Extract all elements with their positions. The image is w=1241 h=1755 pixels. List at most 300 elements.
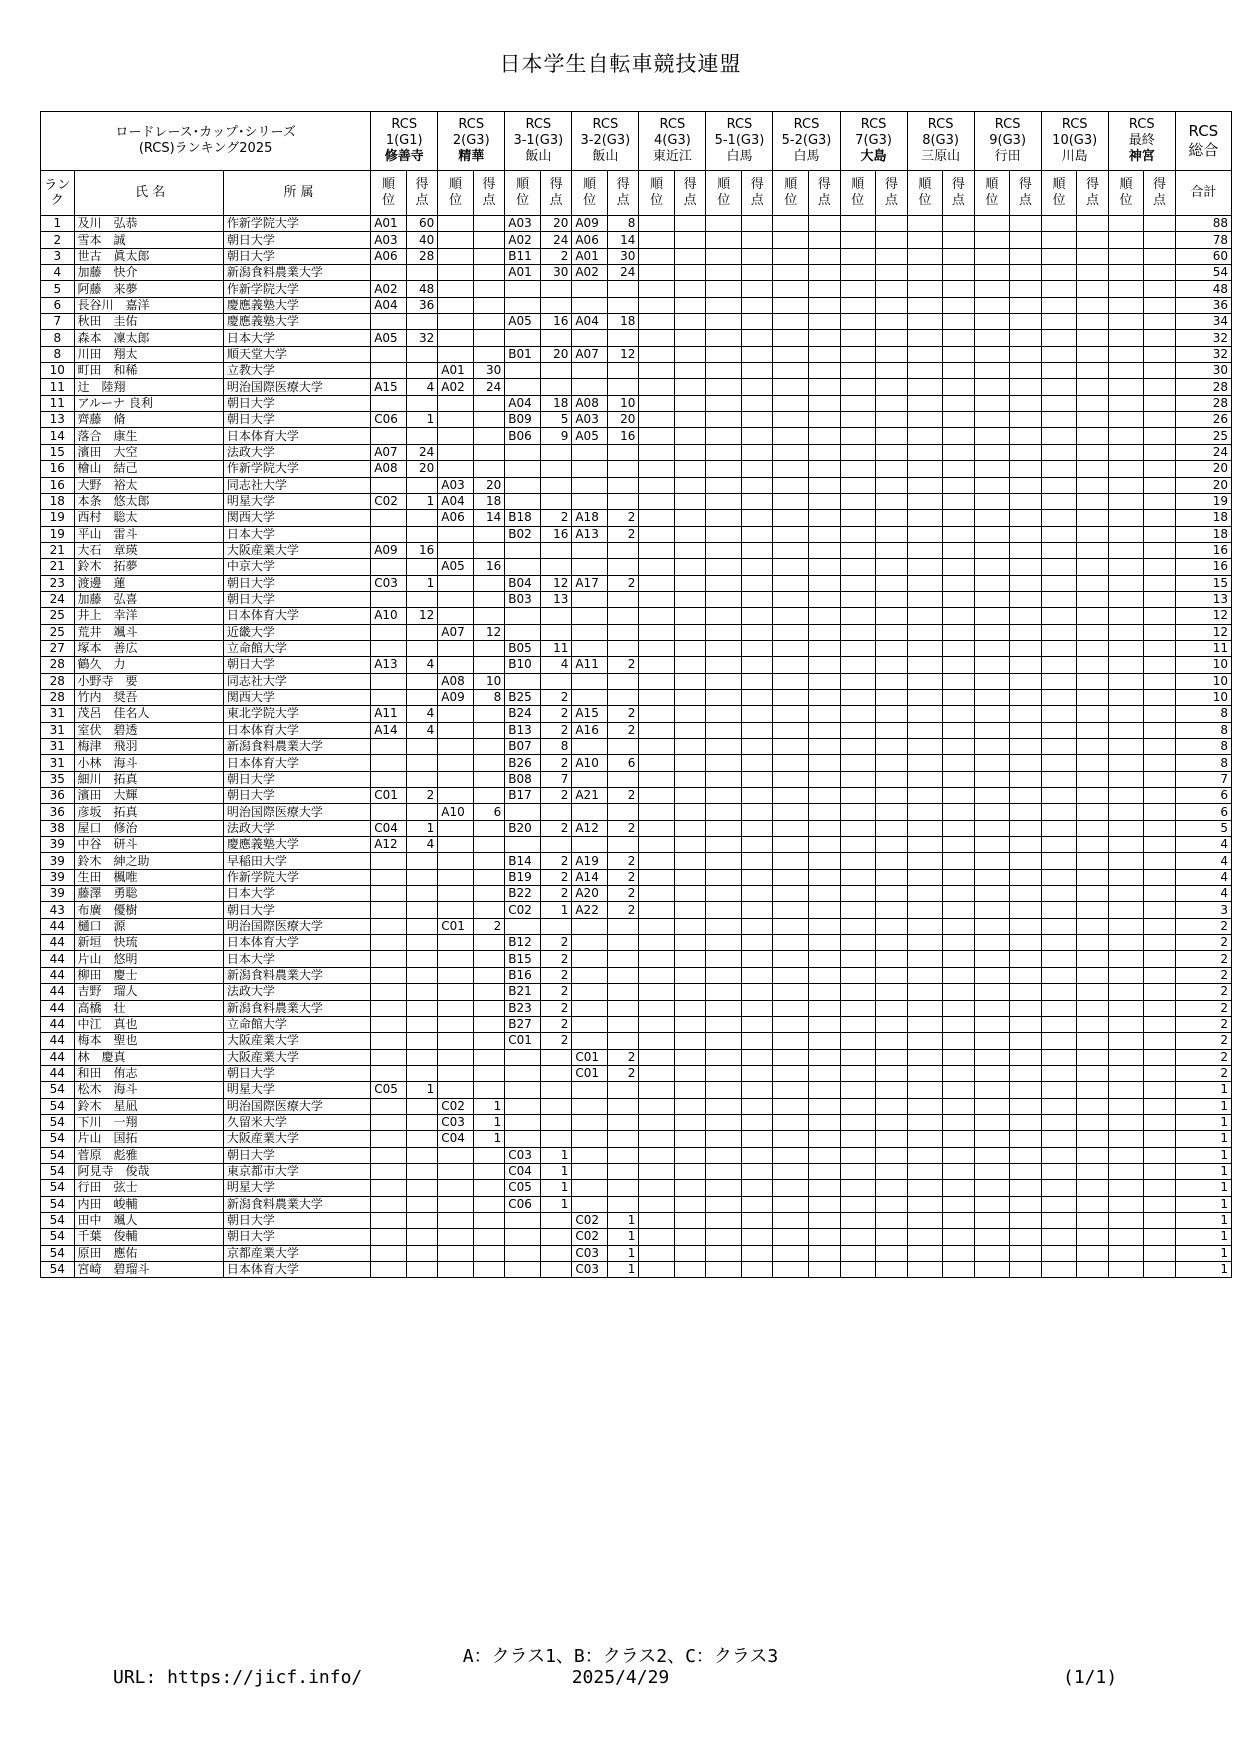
- position-cell: A02: [438, 379, 474, 395]
- points-cell: [943, 1131, 975, 1147]
- position-cell: [572, 1016, 608, 1032]
- position-cell: [840, 232, 876, 248]
- points-cell: [876, 1098, 908, 1114]
- position-cell: [371, 1262, 407, 1278]
- points-cell: [741, 428, 773, 444]
- position-cell: [505, 1262, 541, 1278]
- points-cell: [1077, 314, 1108, 330]
- position-cell: A11: [572, 657, 608, 673]
- position-cell: A04: [371, 297, 407, 313]
- points-header: 得点: [1144, 171, 1176, 216]
- total-cell: 8: [1175, 739, 1231, 755]
- points-cell: [406, 1000, 438, 1016]
- position-cell: [907, 608, 943, 624]
- table-row: [41, 984, 1232, 1000]
- points-cell: [540, 608, 572, 624]
- points-cell: [943, 886, 975, 902]
- points-cell: [876, 722, 908, 738]
- position-cell: [840, 297, 876, 313]
- rank-cell: 44: [41, 935, 75, 951]
- points-cell: [1144, 624, 1176, 640]
- position-cell: B26: [505, 755, 541, 771]
- affil-cell: 朝日大学: [223, 902, 370, 918]
- total-cell: 2: [1175, 1000, 1231, 1016]
- position-cell: [840, 428, 876, 444]
- position-cell: [1108, 1114, 1144, 1130]
- points-cell: [674, 591, 706, 607]
- position-cell: [505, 1082, 541, 1098]
- position-cell: [371, 935, 407, 951]
- points-cell: [674, 1245, 706, 1261]
- rank-cell: 38: [41, 820, 75, 836]
- points-cell: [876, 526, 908, 542]
- points-cell: [1144, 853, 1176, 869]
- points-cell: [540, 1245, 572, 1261]
- points-cell: [876, 869, 908, 885]
- points-cell: [674, 640, 706, 656]
- position-cell: [907, 657, 943, 673]
- position-cell: [840, 1065, 876, 1081]
- position-cell: [639, 624, 675, 640]
- position-cell: [371, 1016, 407, 1032]
- position-cell: [773, 771, 809, 787]
- points-cell: [809, 1033, 841, 1049]
- points-cell: [406, 526, 438, 542]
- rank-cell: 28: [41, 689, 75, 705]
- position-cell: [639, 739, 675, 755]
- position-cell: A07: [438, 624, 474, 640]
- position-cell: [773, 706, 809, 722]
- position-cell: C02: [572, 1229, 608, 1245]
- position-cell: [706, 1131, 742, 1147]
- rank-cell: 44: [41, 1065, 75, 1081]
- position-cell: [907, 755, 943, 771]
- position-cell: [773, 363, 809, 379]
- position-cell: A14: [371, 722, 407, 738]
- points-cell: 2: [607, 722, 639, 738]
- points-cell: [1077, 739, 1108, 755]
- position-cell: [639, 1147, 675, 1163]
- points-cell: [1010, 951, 1042, 967]
- points-cell: [540, 559, 572, 575]
- points-cell: [876, 739, 908, 755]
- position-cell: [974, 1065, 1010, 1081]
- position-cell: [706, 1147, 742, 1163]
- points-cell: [607, 804, 639, 820]
- points-cell: [809, 412, 841, 428]
- points-cell: [1144, 1033, 1176, 1049]
- total-cell: 4: [1175, 886, 1231, 902]
- points-cell: [809, 1262, 841, 1278]
- points-cell: [1010, 330, 1042, 346]
- position-cell: [1041, 1114, 1077, 1130]
- position-cell: [907, 248, 943, 264]
- race-label: RCS: [927, 117, 954, 132]
- position-cell: [1108, 918, 1144, 934]
- position-cell: [706, 1016, 742, 1032]
- points-cell: [473, 1163, 505, 1179]
- rank-cell: 19: [41, 510, 75, 526]
- position-cell: [840, 510, 876, 526]
- position-cell: [773, 1082, 809, 1098]
- position-cell: [1041, 575, 1077, 591]
- position-cell: [840, 248, 876, 264]
- position-cell: [974, 1196, 1010, 1212]
- points-cell: [406, 346, 438, 362]
- position-cell: [505, 1212, 541, 1228]
- points-cell: [674, 804, 706, 820]
- position-cell: [773, 493, 809, 509]
- position-cell: A10: [438, 804, 474, 820]
- total-cell: 2: [1175, 1033, 1231, 1049]
- points-cell: [1144, 640, 1176, 656]
- points-cell: 2: [406, 788, 438, 804]
- position-cell: [773, 804, 809, 820]
- points-cell: [1077, 804, 1108, 820]
- table-row: [41, 1082, 1232, 1098]
- points-cell: 2: [607, 510, 639, 526]
- position-cell: [840, 379, 876, 395]
- points-cell: [674, 608, 706, 624]
- points-cell: [607, 984, 639, 1000]
- affil-cell: 同志社大学: [223, 477, 370, 493]
- position-cell: [371, 1180, 407, 1196]
- position-cell: [639, 591, 675, 607]
- position-cell: [840, 984, 876, 1000]
- position-cell: [572, 1131, 608, 1147]
- position-cell: [706, 248, 742, 264]
- points-cell: [674, 232, 706, 248]
- points-cell: [741, 1114, 773, 1130]
- points-cell: 2: [540, 689, 572, 705]
- position-cell: A21: [572, 788, 608, 804]
- position-cell: [706, 510, 742, 526]
- total-cell: 2: [1175, 951, 1231, 967]
- points-cell: [473, 837, 505, 853]
- position-cell: [840, 493, 876, 509]
- points-cell: [1077, 640, 1108, 656]
- total-cell: 18: [1175, 526, 1231, 542]
- position-cell: [1041, 984, 1077, 1000]
- points-cell: [406, 886, 438, 902]
- points-cell: [674, 1229, 706, 1245]
- total-cell: 28: [1175, 395, 1231, 411]
- position-cell: [438, 869, 474, 885]
- position-cell: [974, 346, 1010, 362]
- position-cell: [907, 640, 943, 656]
- points-cell: [741, 624, 773, 640]
- position-cell: [639, 379, 675, 395]
- position-cell: [840, 706, 876, 722]
- points-cell: [674, 1033, 706, 1049]
- table-row: [41, 771, 1232, 787]
- points-cell: 4: [406, 379, 438, 395]
- points-header: 得点: [876, 171, 908, 216]
- position-cell: A10: [371, 608, 407, 624]
- position-cell: [572, 689, 608, 705]
- position-cell: [639, 314, 675, 330]
- points-cell: [674, 493, 706, 509]
- position-cell: [773, 1098, 809, 1114]
- affil-cell: 法政大学: [223, 820, 370, 836]
- position-cell: [639, 1245, 675, 1261]
- points-cell: [473, 428, 505, 444]
- table-row: [41, 297, 1232, 313]
- points-cell: [473, 1033, 505, 1049]
- points-cell: [876, 1000, 908, 1016]
- points-cell: [741, 984, 773, 1000]
- position-cell: [706, 918, 742, 934]
- position-cell: [639, 1082, 675, 1098]
- points-cell: [473, 1212, 505, 1228]
- position-cell: [1041, 1049, 1077, 1065]
- points-cell: [473, 1196, 505, 1212]
- points-cell: [674, 297, 706, 313]
- name-cell: 松木 海斗: [74, 1082, 223, 1098]
- points-cell: [473, 739, 505, 755]
- name-cell: 及川 弘恭: [74, 216, 223, 232]
- position-cell: [773, 510, 809, 526]
- position-cell: [974, 608, 1010, 624]
- points-cell: [473, 395, 505, 411]
- points-cell: [1144, 869, 1176, 885]
- points-cell: [809, 853, 841, 869]
- points-cell: [1010, 853, 1042, 869]
- points-cell: [674, 673, 706, 689]
- affil-cell: 日本大学: [223, 951, 370, 967]
- rank-header: ランク: [41, 171, 75, 216]
- points-cell: [1144, 1065, 1176, 1081]
- points-cell: [1077, 673, 1108, 689]
- position-cell: [907, 232, 943, 248]
- position-cell: [706, 1082, 742, 1098]
- position-cell: [371, 804, 407, 820]
- position-cell: A07: [572, 346, 608, 362]
- affil-cell: 近畿大学: [223, 624, 370, 640]
- position-cell: [773, 951, 809, 967]
- points-cell: [1010, 1245, 1042, 1261]
- points-cell: [406, 1196, 438, 1212]
- points-cell: [943, 755, 975, 771]
- points-header: 得点: [1010, 171, 1042, 216]
- position-cell: [1108, 820, 1144, 836]
- position-cell: [438, 542, 474, 558]
- points-cell: [809, 1245, 841, 1261]
- points-cell: [741, 265, 773, 281]
- affil-cell: 法政大学: [223, 444, 370, 460]
- position-cell: [840, 608, 876, 624]
- position-cell: [706, 886, 742, 902]
- points-cell: [741, 722, 773, 738]
- affil-cell: 作新学院大学: [223, 216, 370, 232]
- points-cell: [1144, 1196, 1176, 1212]
- points-cell: [809, 1196, 841, 1212]
- points-cell: [607, 967, 639, 983]
- points-cell: [1077, 886, 1108, 902]
- position-cell: [1108, 869, 1144, 885]
- points-cell: [809, 869, 841, 885]
- rank-cell: 15: [41, 444, 75, 460]
- position-cell: [773, 1114, 809, 1130]
- position-cell: B13: [505, 722, 541, 738]
- position-cell: C06: [371, 412, 407, 428]
- position-header: 順位: [371, 171, 407, 216]
- position-cell: [706, 689, 742, 705]
- position-cell: [840, 689, 876, 705]
- points-cell: [741, 1033, 773, 1049]
- position-header: 順位: [974, 171, 1010, 216]
- points-cell: [876, 1114, 908, 1130]
- name-cell: 雪本 誠: [74, 232, 223, 248]
- points-cell: [741, 918, 773, 934]
- position-cell: [773, 395, 809, 411]
- total-cell: 4: [1175, 837, 1231, 853]
- points-cell: [1010, 265, 1042, 281]
- name-cell: 町田 和稀: [74, 363, 223, 379]
- position-cell: [1108, 853, 1144, 869]
- points-cell: [741, 526, 773, 542]
- position-cell: [438, 428, 474, 444]
- position-cell: [639, 1229, 675, 1245]
- name-cell: アルーナ 良利: [74, 395, 223, 411]
- position-cell: [572, 297, 608, 313]
- position-cell: [438, 216, 474, 232]
- position-cell: [773, 526, 809, 542]
- points-cell: [876, 444, 908, 460]
- position-cell: A06: [438, 510, 474, 526]
- position-cell: [840, 1196, 876, 1212]
- position-cell: A16: [572, 722, 608, 738]
- position-cell: [907, 967, 943, 983]
- race-number: 8(G3): [922, 133, 959, 148]
- points-cell: [943, 232, 975, 248]
- position-cell: C03: [505, 1147, 541, 1163]
- position-cell: [639, 297, 675, 313]
- points-cell: [473, 1245, 505, 1261]
- position-cell: [371, 869, 407, 885]
- position-cell: [1108, 379, 1144, 395]
- rank-cell: 35: [41, 771, 75, 787]
- name-cell: 阿藤 来夢: [74, 281, 223, 297]
- points-cell: [943, 265, 975, 281]
- position-cell: [639, 1212, 675, 1228]
- points-cell: 16: [473, 559, 505, 575]
- total-cell: 1: [1175, 1180, 1231, 1196]
- footer-url[interactable]: URL: https://jicf.info/: [113, 1667, 363, 1688]
- points-cell: [674, 984, 706, 1000]
- points-cell: [1144, 706, 1176, 722]
- points-cell: 1: [473, 1098, 505, 1114]
- points-cell: [674, 1163, 706, 1179]
- points-cell: [809, 493, 841, 509]
- position-cell: B07: [505, 739, 541, 755]
- position-cell: [974, 935, 1010, 951]
- position-cell: [773, 314, 809, 330]
- position-cell: [1041, 493, 1077, 509]
- position-cell: [639, 248, 675, 264]
- rank-cell: 39: [41, 853, 75, 869]
- points-cell: 1: [607, 1212, 639, 1228]
- position-cell: [706, 379, 742, 395]
- affil-cell: 日本体育大学: [223, 722, 370, 738]
- position-cell: [505, 493, 541, 509]
- position-cell: [1041, 1212, 1077, 1228]
- position-cell: B10: [505, 657, 541, 673]
- position-cell: [639, 412, 675, 428]
- position-cell: [840, 869, 876, 885]
- points-cell: [809, 591, 841, 607]
- rank-cell: 43: [41, 902, 75, 918]
- position-cell: A10: [572, 755, 608, 771]
- points-cell: [1077, 608, 1108, 624]
- points-cell: 4: [406, 837, 438, 853]
- position-cell: [505, 297, 541, 313]
- points-cell: [1144, 314, 1176, 330]
- name-cell: 井上 幸洋: [74, 608, 223, 624]
- points-cell: [809, 575, 841, 591]
- position-cell: [907, 722, 943, 738]
- points-cell: [809, 837, 841, 853]
- position-cell: C02: [371, 493, 407, 509]
- position-cell: [639, 673, 675, 689]
- position-cell: [974, 412, 1010, 428]
- position-cell: [974, 216, 1010, 232]
- points-cell: [473, 788, 505, 804]
- points-cell: 8: [607, 216, 639, 232]
- position-cell: B11: [505, 248, 541, 264]
- position-cell: [840, 804, 876, 820]
- points-cell: [943, 1212, 975, 1228]
- points-cell: 2: [607, 820, 639, 836]
- points-cell: [809, 1082, 841, 1098]
- points-cell: [540, 804, 572, 820]
- position-cell: [773, 984, 809, 1000]
- points-cell: [1077, 755, 1108, 771]
- total-cell: 8: [1175, 722, 1231, 738]
- position-cell: [639, 1049, 675, 1065]
- total-cell: 12: [1175, 624, 1231, 640]
- affil-cell: 朝日大学: [223, 591, 370, 607]
- total-cell: 2: [1175, 984, 1231, 1000]
- position-cell: [572, 640, 608, 656]
- position-cell: A14: [572, 869, 608, 885]
- position-cell: [840, 820, 876, 836]
- points-cell: [1010, 232, 1042, 248]
- points-cell: 24: [607, 265, 639, 281]
- position-cell: [1041, 1262, 1077, 1278]
- affil-cell: 慶應義塾大学: [223, 314, 370, 330]
- points-cell: [1077, 477, 1108, 493]
- points-cell: [876, 1245, 908, 1261]
- points-cell: [473, 281, 505, 297]
- points-cell: [1077, 951, 1108, 967]
- affil-cell: 日本大学: [223, 526, 370, 542]
- points-cell: 2: [540, 853, 572, 869]
- total-cell: 32: [1175, 330, 1231, 346]
- position-cell: [907, 673, 943, 689]
- points-cell: [1077, 216, 1108, 232]
- points-cell: [406, 935, 438, 951]
- position-cell: B04: [505, 575, 541, 591]
- name-cell: 和田 侑志: [74, 1065, 223, 1081]
- affil-cell: 明星大学: [223, 1180, 370, 1196]
- position-cell: [1041, 559, 1077, 575]
- points-cell: [1144, 444, 1176, 460]
- points-cell: 12: [473, 624, 505, 640]
- position-cell: [974, 559, 1010, 575]
- points-header: 得点: [809, 171, 841, 216]
- points-cell: [809, 984, 841, 1000]
